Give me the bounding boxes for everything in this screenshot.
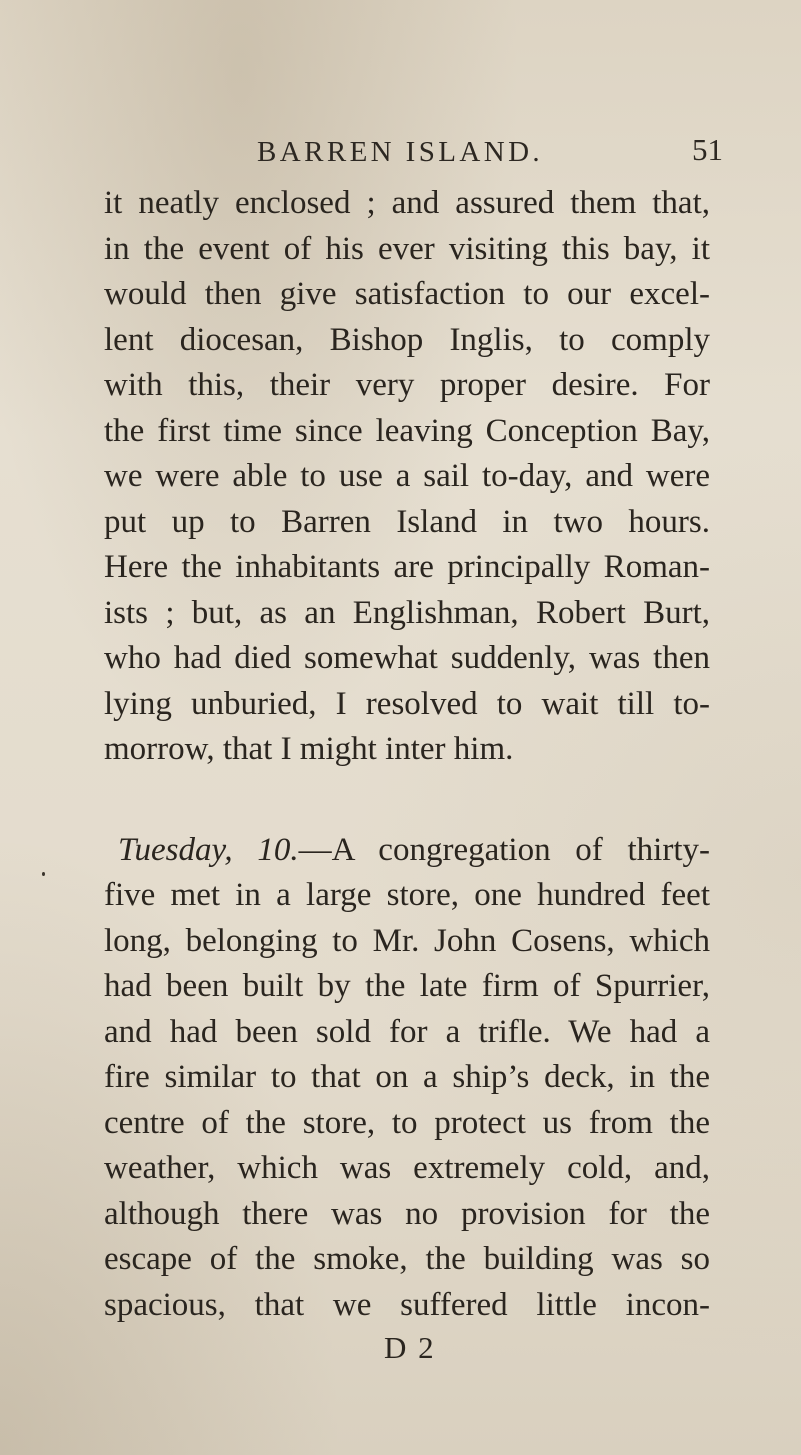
text-line-dated bbox=[104, 828, 710, 874]
text-line: put up to Barren Island in two hours. bbox=[104, 503, 710, 540]
text-line: long, belonging to Mr. John Cosens, which bbox=[104, 922, 710, 959]
text-line: would then give satisfaction to our excel- bbox=[104, 276, 710, 312]
running-head bbox=[257, 132, 723, 176]
date-line-rest: —A congregation of thirty- bbox=[298, 831, 710, 868]
text-line: in the event of his ever visiting this bay, it bbox=[104, 230, 710, 267]
body-text bbox=[104, 181, 710, 1328]
paragraph-gap bbox=[104, 773, 710, 828]
text-line: weather, which was extremely cold, and, bbox=[104, 1150, 710, 1186]
text-line: morrow, that I might inter him. bbox=[104, 731, 514, 767]
date-lead: Tuesday, 10. bbox=[118, 831, 299, 868]
text-line: it neatly enclosed ; and assured them that, bbox=[104, 185, 710, 221]
page-number: 51 bbox=[692, 132, 723, 167]
text-line: ists ; but, as an Englishman, Robert Burt, bbox=[104, 594, 710, 631]
text-line: although there was no provision for the bbox=[104, 1195, 710, 1232]
text-line: Here the inhabitants are principally Roman- bbox=[104, 549, 710, 585]
text-line: lent diocesan, Bishop Inglis, to comply bbox=[104, 321, 710, 358]
text-line: lying unburied, I resolved to wait till to- bbox=[104, 685, 710, 722]
text-line: five met in a large store, one hundred feet bbox=[104, 877, 710, 913]
text-line: escape of the smoke, the building was so bbox=[104, 1241, 710, 1277]
text-line: the first time since leaving Conception Bay, bbox=[104, 412, 710, 449]
text-line: had been built by the late firm of Spurrier, bbox=[104, 968, 710, 1004]
text-line: and had been sold for a trifle. We had a bbox=[104, 1013, 710, 1050]
running-title: BARREN ISLAND. bbox=[257, 136, 544, 168]
text-line: spacious, that we suffered little incon- bbox=[104, 1286, 710, 1323]
text-line: with this, their very proper desire. For bbox=[104, 367, 710, 403]
text-line: who had died somewhat suddenly, was then bbox=[104, 640, 710, 676]
text-line: centre of the store, to protect us from the bbox=[104, 1104, 710, 1141]
signature-mark: D 2 bbox=[384, 1330, 436, 1365]
text-line: we were able to use a sail to-day, and were bbox=[104, 458, 710, 494]
text-line: fire similar to that on a ship’s deck, in the bbox=[104, 1059, 710, 1095]
paper-speck bbox=[42, 872, 45, 876]
